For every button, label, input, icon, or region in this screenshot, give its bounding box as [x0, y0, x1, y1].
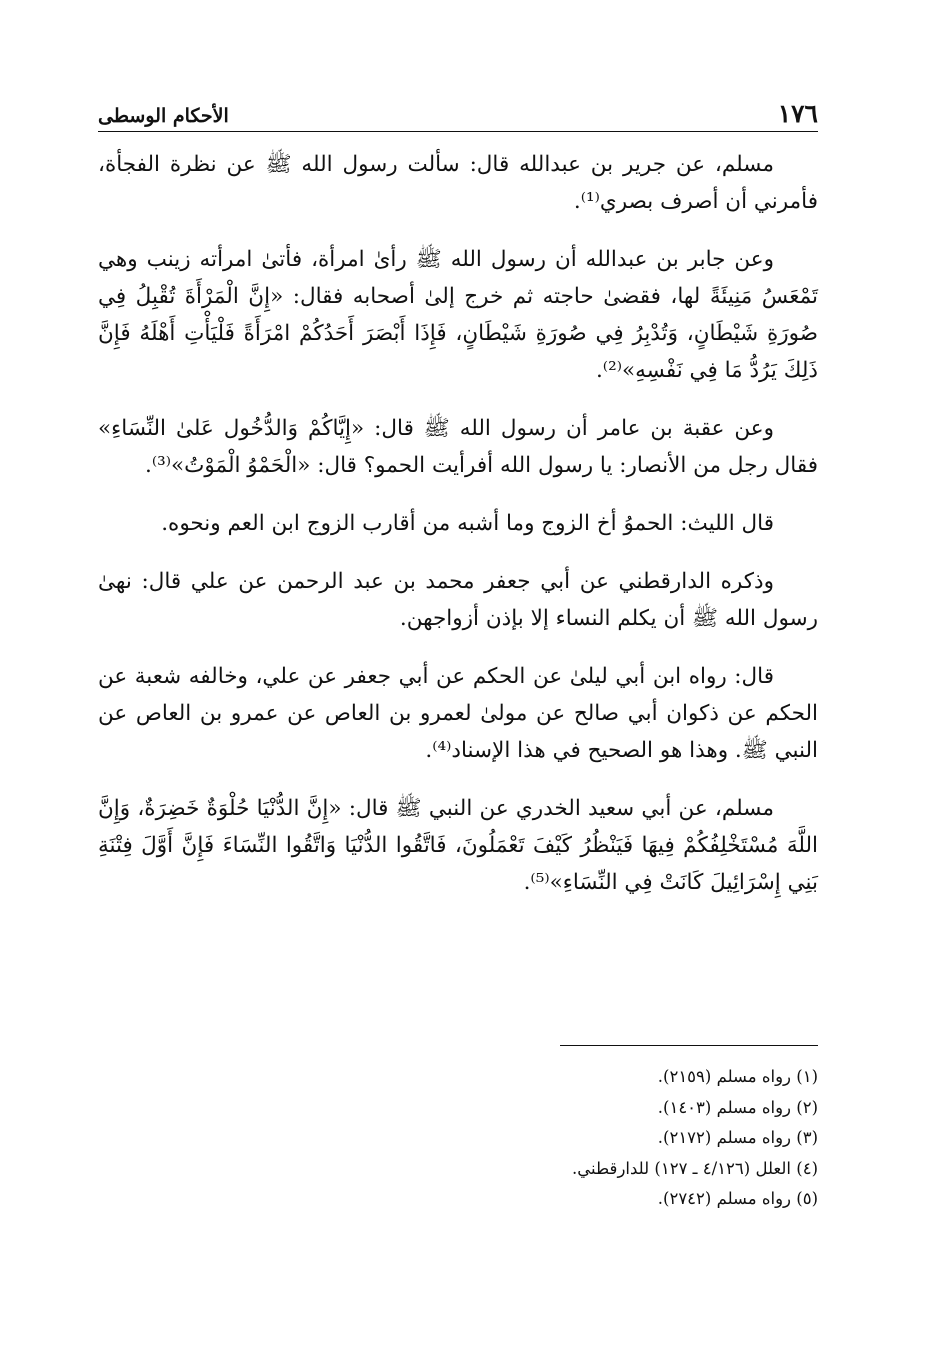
page-header	[98, 86, 818, 126]
footnote-divider	[560, 1045, 818, 1046]
footnote: (٥) رواه مسلم (٢٧٤٢).	[657, 1189, 818, 1208]
paragraph: وعن جابر بن عبدالله أن رسول الله ﷺ رأىٰ امرأة، فأتىٰ امرأته زينب وهي تَمْعَسُ مَنِيئَةً لها، فقضىٰ حاجته ثم خرج إلىٰ أصحابه فقال: «إِنَّ الْمَرْأَةَ تُقْبِلُ فِي صُورَةِ شَيْطَانٍ، وَتُدْبِرُ فِي صُورَةِ شَيْطَانٍ، فَإِذَا أَبْصَرَ أَحَدُكُمْ امْرَأَةً فَلْيَأْتِ أَهْلَهُ فَإِنَّ ذَلِكَ يَرُدُّ مَا فِي نَفْسِهِ»⁽²⁾.	[98, 247, 818, 383]
footnote: (٣) رواه مسلم (٢١٧٢).	[657, 1128, 818, 1147]
footnote: (٤) العلل (٤/١٢٦ ـ ١٢٧) للدارقطني.	[572, 1158, 818, 1178]
paragraph: قال الليث: الحموُ أخ الزوج وما أشبه من أقارب الزوج ابن العم ونحوه.	[161, 511, 774, 536]
page-body	[98, 146, 818, 922]
footnotes	[98, 1062, 818, 1215]
paragraph: قال: رواه ابن أبي ليلىٰ عن الحكم عن أبي جعفر عن علي، وخالفه شعبة عن الحكم عن ذكوان أبي صالح عن مولىٰ لعمرو بن العاص عن عمرو بن العاص عن النبي ﷺ. وهذا هو الصحيح في هذا الإسناد⁽⁴⁾.	[98, 664, 818, 763]
footnote: (٢) رواه مسلم (١٤٠٣).	[657, 1097, 818, 1117]
paragraph: مسلم، عن أبي سعيد الخدري عن النبي ﷺ قال: «إِنَّ الدُّنْيَا حُلْوَةٌ خَضِرَةٌ، وَإِنَّ اللَّهَ مُسْتَخْلِفُكُمْ فِيهَا فَيَنْظُرُ كَيْفَ تَعْمَلُونَ، فَاتَّقُوا الدُّنْيَا وَاتَّقُوا النِّسَاءَ فَإِنَّ أَوَّلَ فِتْنَةِ بَنِي إِسْرَائِيلَ كَانَتْ فِي النِّسَاءِ»⁽⁵⁾.	[98, 796, 818, 895]
running-title: الأحكام الوسطى	[98, 105, 229, 127]
header-divider	[98, 131, 818, 132]
paragraph: وعن عقبة بن عامر أن رسول الله ﷺ قال: «إِيَّاكُمْ وَالدُّخُول عَلىٰ النِّسَاءِ» فقال رجل من الأنصار: يا رسول الله أفرأيت الحمو؟ قال: «الْحَمْوُ الْمَوْتُ»⁽³⁾.	[98, 416, 818, 478]
paragraph: وذكره الدارقطني عن أبي جعفر محمد بن عبد الرحمن عن علي قال: نهىٰ رسول الله ﷺ أن يكلم النساء إلا بإذن أزواجهن.	[98, 569, 818, 631]
footnote: (١) رواه مسلم (٢١٥٩).	[657, 1067, 818, 1086]
paragraph: مسلم، عن جرير بن عبدالله قال: سألت رسول الله ﷺ عن نظرة الفجأة، فأمرني أن أصرف بصري⁽¹⁾.	[98, 152, 818, 214]
page-number: ١٧٦	[777, 99, 818, 128]
